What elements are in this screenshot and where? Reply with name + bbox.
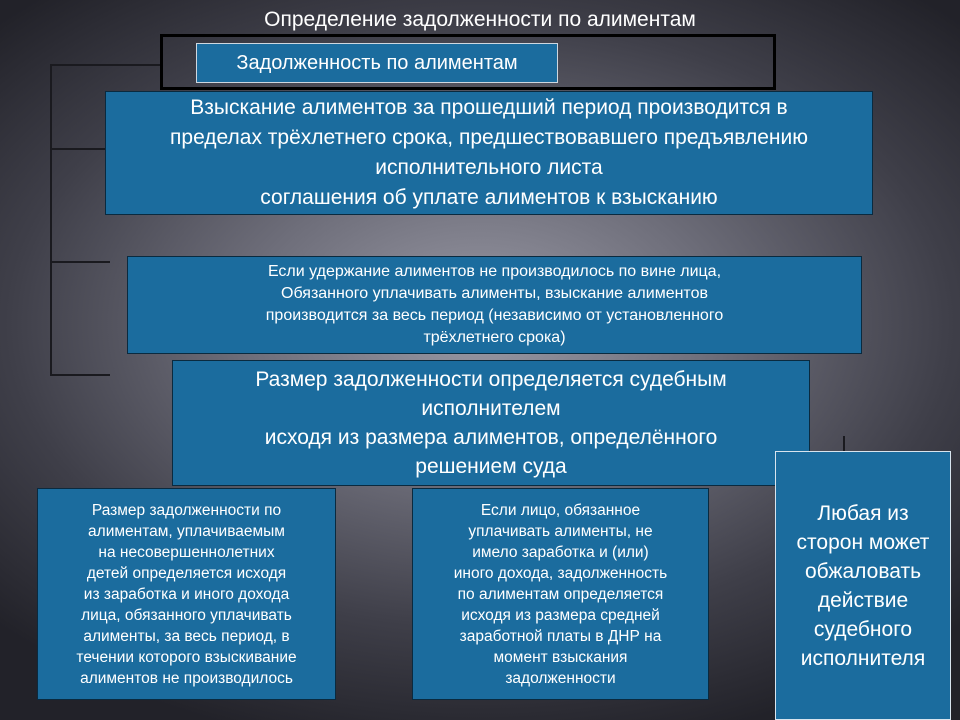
minor-children-debt-box: Размер задолженности по алиментам, уплачиваемым на несовершеннолетних детей определяется исходя из заработка и иного дохода лица, обязанного уплачивать алименты, за весь период, в течении которого взыскивание алиментов не производилось <box>37 488 336 700</box>
fault-of-payer-box: Если удержание алиментов не производилось по вине лица, Обязанного уплачивать алименты, взыскание алиментов производится за весь период (независимо от установленного трёхлетнего срока) <box>127 256 862 354</box>
no-income-debt-box: Если лицо, обязанное уплачивать алименты, не имело заработка и (или) иного дохода, задолженность по алиментам определяется исходя из размера средней заработной платы в ДНР на момент взыскания задолженности <box>412 488 709 700</box>
connector-vertical-spine <box>50 64 52 376</box>
header-box: Задолженность по алиментам <box>196 43 558 83</box>
retroactive-collection-box: Взыскание алиментов за прошедший период производится в пределах трёхлетнего срока, предшествовавшего предъявлению исполнительного листа соглашения об уплате алиментов к взысканию <box>105 91 873 215</box>
connector-to-header <box>50 64 160 66</box>
connector-bottom-stub <box>50 374 110 376</box>
connector-to-fault-box <box>50 261 110 263</box>
debt-amount-box: Размер задолженности определяется судебным исполнителем исходя из размера алиментов, определённого решением суда <box>172 360 810 486</box>
connector-right-tick <box>843 436 845 452</box>
slide-title: Определение задолженности по алиментам <box>264 8 696 31</box>
appeal-box: Любая из сторон может обжаловать действие судебного исполнителя <box>775 451 951 720</box>
connector-to-retroactive-box <box>50 148 105 150</box>
